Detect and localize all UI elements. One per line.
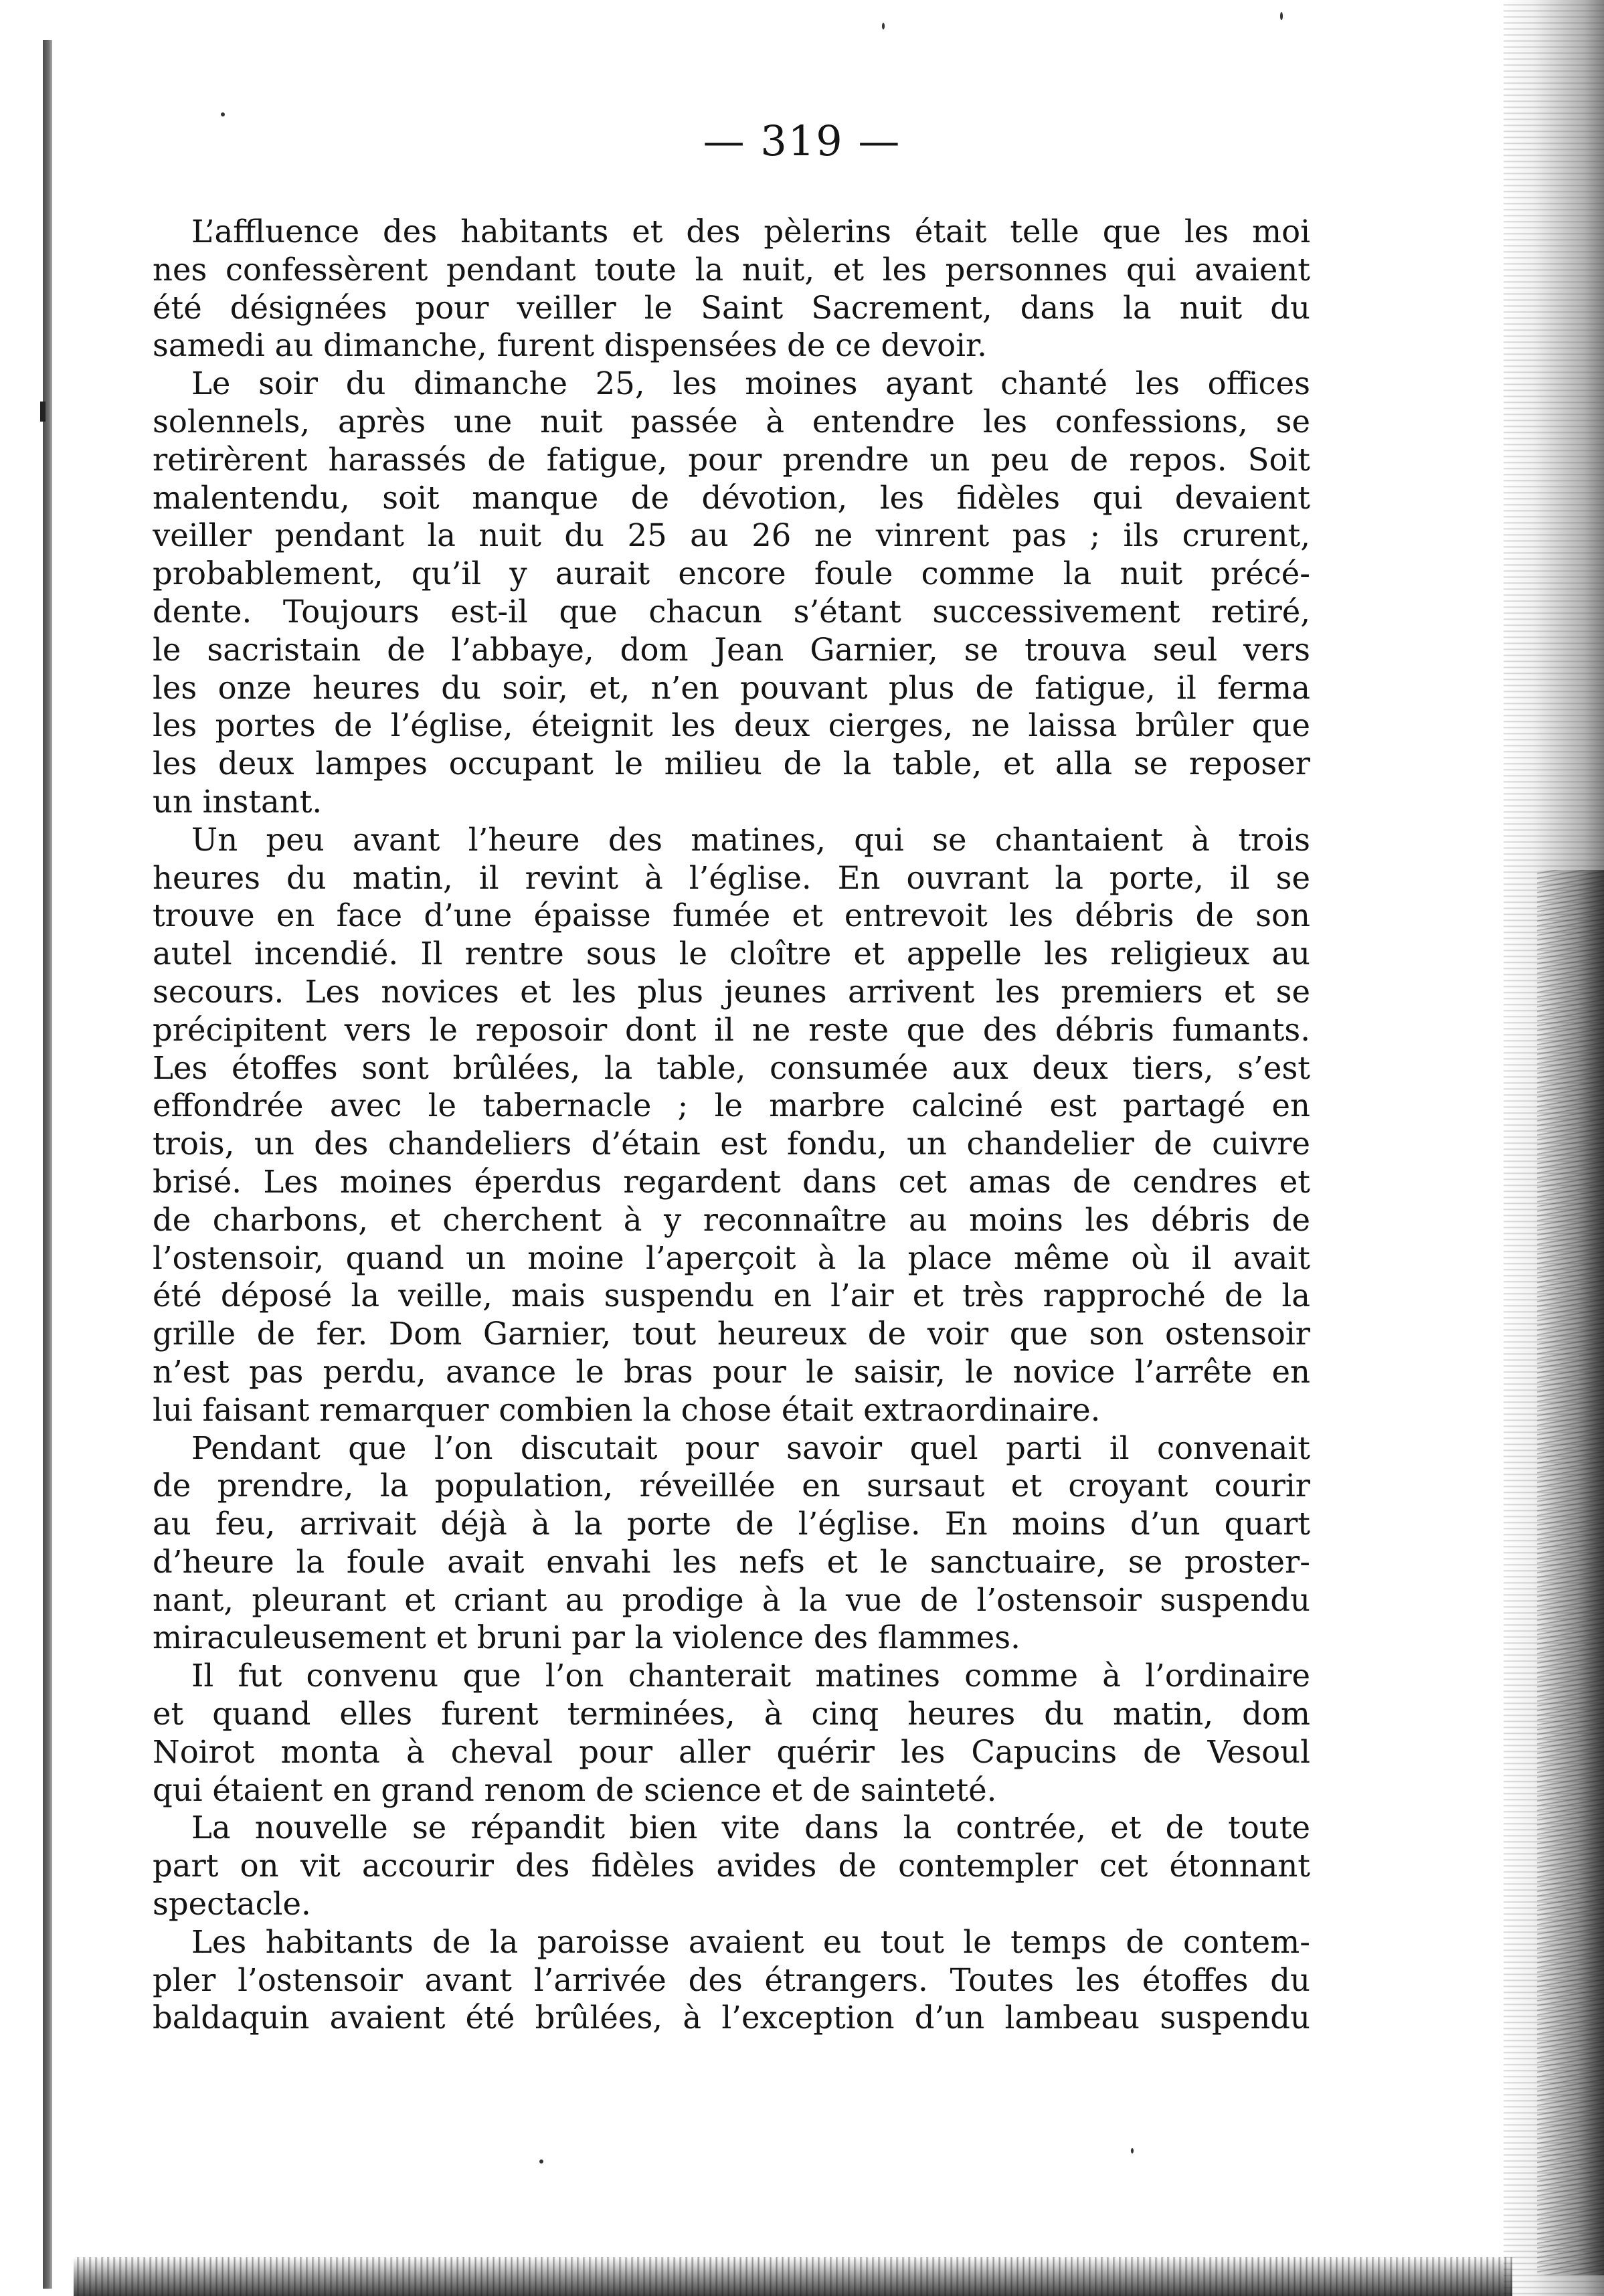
scan-speck	[1280, 12, 1283, 20]
text-line: précipitent vers le reposoir dont il ne reste que des débris fumants.	[153, 1011, 1310, 1048]
text-line: brisé. Les moines éperdus regardent dans cet amas de cendres et	[153, 1163, 1310, 1200]
scan-edge-right-dense	[1537, 870, 1604, 2275]
text-line: malentendu, soit manque de dévotion, les fidèles qui devaient	[153, 479, 1310, 516]
text-line: Pendant que l’on discutait pour savoir quel parti il convenait	[191, 1429, 1310, 1466]
text-line: n’est pas perdu, avance le bras pour le saisir, le novice l’arrête en	[153, 1353, 1310, 1390]
text-line: les portes de l’église, éteignit les deux cierges, ne laissa brûler que	[153, 707, 1310, 744]
text-line: grille de fer. Dom Garnier, tout heureux de voir que son ostensoir	[153, 1316, 1310, 1352]
text-line: été désignées pour veiller le Saint Sacrement, dans la nuit du	[153, 289, 1310, 326]
text-line: qui étaient en grand renom de science et de sainteté.	[153, 1771, 997, 1808]
text-line: pler l’ostensoir avant l’arrivée des étrangers. Toutes les étoffes du	[153, 1961, 1310, 1998]
page-number: — 319 —	[703, 116, 901, 165]
text-line: de charbons, et cherchent à y reconnaître au moins les débris de	[153, 1201, 1310, 1238]
text-line: Les étoffes sont brûlées, la table, consumée aux deux tiers, s’est	[153, 1049, 1310, 1086]
text-line: au feu, arrivait déjà à la porte de l’église. En moins d’un quart	[153, 1506, 1310, 1542]
paragraph	[153, 1809, 1310, 1923]
text-line: effondrée avec le tabernacle ; le marbre calciné est partagé en	[153, 1087, 1310, 1124]
paragraph	[153, 213, 1310, 365]
text-line: retirèrent harassés de fatigue, pour prendre un peu de repos. Soit	[153, 441, 1310, 478]
scan-speck	[539, 2159, 543, 2163]
paragraph	[153, 1657, 1310, 1809]
paragraph	[153, 1429, 1310, 1658]
text-line: nes confessèrent pendant toute la nuit, et les personnes qui avaient	[153, 251, 1310, 288]
text-line: spectacle.	[153, 1886, 311, 1923]
text-line: baldaquin avaient été brûlées, à l’exception d’un lambeau suspendu	[153, 2000, 1310, 2036]
scan-speck	[1131, 2148, 1134, 2153]
text-line: autel incendié. Il rentre sous le cloître et appelle les religieux au	[153, 936, 1310, 972]
scan-speck	[882, 23, 885, 29]
paragraph	[153, 821, 1310, 1429]
paragraph	[153, 365, 1310, 821]
text-line: les deux lampes occupant le milieu de la table, et alla se reposer	[153, 745, 1310, 782]
text-line: veiller pendant la nuit du 25 au 26 ne vinrent pas ; ils crurent,	[153, 517, 1310, 554]
text-line: L’affluence des habitants et des pèlerins était telle que les moi	[191, 213, 1310, 250]
text-line: d’heure la foule avait envahi les nefs et le sanctuaire, se proster-	[153, 1543, 1310, 1580]
text-line: Un peu avant l’heure des matines, qui se chantaient à trois	[191, 821, 1310, 858]
text-line: miraculeusement et bruni par la violence des flammes.	[153, 1619, 1020, 1656]
text-line: les onze heures du soir, et, n’en pouvant plus de fatigue, il ferma	[153, 669, 1310, 706]
text-line: part on vit accourir des fidèles avides de contempler cet étonnant	[153, 1848, 1310, 1884]
scan-speck	[221, 112, 225, 116]
binding-mark	[40, 402, 46, 422]
text-line: solennels, après une nuit passée à entendre les confessions, se	[153, 403, 1310, 440]
text-line: samedi au dimanche, furent dispensées de ce devoir.	[153, 327, 987, 364]
text-line: secours. Les novices et les plus jeunes arrivent les premiers et se	[153, 973, 1310, 1010]
text-line: trois, un des chandeliers d’étain est fondu, un chandelier de cuivre	[153, 1126, 1310, 1162]
text-line: dente. Toujours est-il que chacun s’étant successivement retiré,	[153, 593, 1310, 630]
text-line: le sacristain de l’abbaye, dom Jean Garnier, se trouva seul vers	[153, 631, 1310, 668]
body-text	[153, 213, 1310, 2037]
text-line: Les habitants de la paroisse avaient eu tout le temps de contem-	[191, 1923, 1310, 1960]
text-line: Il fut convenu que l’on chanterait matines comme à l’ordinaire	[191, 1658, 1310, 1694]
binding-edge	[43, 40, 52, 2289]
scan-edge-bottom	[74, 2257, 1512, 2296]
text-line: nant, pleurant et criant au prodige à la vue de l’ostensoir suspendu	[153, 1581, 1310, 1618]
text-line: et quand elles furent terminées, à cinq heures du matin, dom	[153, 1696, 1310, 1733]
text-line: Noirot monta à cheval pour aller quérir les Capucins de Vesoul	[153, 1733, 1310, 1770]
text-line: Le soir du dimanche 25, les moines ayant chanté les offices	[191, 365, 1310, 402]
text-line: l’ostensoir, quand un moine l’aperçoit à la place même où il avait	[153, 1239, 1310, 1276]
text-line: lui faisant remarquer combien la chose était extraordinaire.	[153, 1391, 1101, 1428]
text-line: un instant.	[153, 783, 323, 820]
text-line: probablement, qu’il y aurait encore foule comme la nuit précé-	[153, 555, 1310, 592]
text-line: trouve en face d’une épaisse fumée et entrevoit les débris de son	[153, 897, 1310, 934]
text-line: heures du matin, il revint à l’église. En ouvrant la porte, il se	[153, 859, 1310, 896]
paragraph	[153, 1923, 1310, 2037]
text-line: La nouvelle se répandit bien vite dans la contrée, et de toute	[191, 1809, 1310, 1846]
text-line: de prendre, la population, réveillée en sursaut et croyant courir	[153, 1468, 1310, 1504]
text-line: été déposé la veille, mais suspendu en l’air et très rapproché de la	[153, 1277, 1310, 1314]
